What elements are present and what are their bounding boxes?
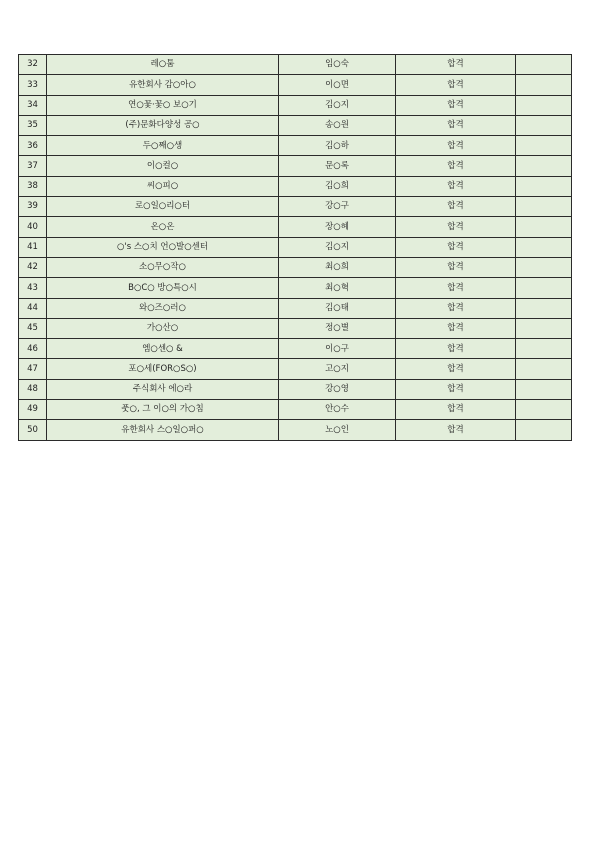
person-name-cell: 노○인 bbox=[279, 420, 396, 440]
note-cell bbox=[516, 237, 572, 257]
result-cell: 합격 bbox=[396, 318, 516, 338]
row-number-cell: 40 bbox=[19, 217, 47, 237]
table-row bbox=[19, 55, 572, 75]
company-name-cell: 유한회사 스○일○퍼○ bbox=[47, 420, 279, 440]
row-number-cell: 38 bbox=[19, 176, 47, 196]
note-cell bbox=[516, 298, 572, 318]
table-row bbox=[19, 176, 572, 196]
row-number-cell: 39 bbox=[19, 197, 47, 217]
row-number-cell: 32 bbox=[19, 55, 47, 75]
note-cell bbox=[516, 217, 572, 237]
results-table bbox=[18, 54, 572, 441]
note-cell bbox=[516, 136, 572, 156]
note-cell bbox=[516, 75, 572, 95]
person-name-cell: 고○지 bbox=[279, 359, 396, 379]
table-row bbox=[19, 257, 572, 277]
table-row bbox=[19, 379, 572, 399]
person-name-cell: 강○영 bbox=[279, 379, 396, 399]
result-cell: 합격 bbox=[396, 298, 516, 318]
company-name-cell: 로○일○리○터 bbox=[47, 197, 279, 217]
table-row bbox=[19, 237, 572, 257]
company-name-cell: 가○산○ bbox=[47, 318, 279, 338]
table-row bbox=[19, 339, 572, 359]
note-cell bbox=[516, 400, 572, 420]
note-cell bbox=[516, 156, 572, 176]
row-number-cell: 44 bbox=[19, 298, 47, 318]
row-number-cell: 41 bbox=[19, 237, 47, 257]
person-name-cell: 안○수 bbox=[279, 400, 396, 420]
person-name-cell: 김○지 bbox=[279, 95, 396, 115]
company-name-cell: B○C○ 방○특○시 bbox=[47, 278, 279, 298]
company-name-cell: 이○컬○ bbox=[47, 156, 279, 176]
company-name-cell: 연○꽃·꽃○ 보○기 bbox=[47, 95, 279, 115]
result-cell: 합격 bbox=[396, 379, 516, 399]
row-number-cell: 47 bbox=[19, 359, 47, 379]
row-number-cell: 37 bbox=[19, 156, 47, 176]
company-name-cell: 소○무○작○ bbox=[47, 257, 279, 277]
note-cell bbox=[516, 318, 572, 338]
person-name-cell: 문○록 bbox=[279, 156, 396, 176]
company-name-cell: 엠○센○ & bbox=[47, 339, 279, 359]
company-name-cell: 주식회사 에○라 bbox=[47, 379, 279, 399]
row-number-cell: 43 bbox=[19, 278, 47, 298]
result-cell: 합격 bbox=[396, 278, 516, 298]
result-cell: 합격 bbox=[396, 176, 516, 196]
result-cell: 합격 bbox=[396, 217, 516, 237]
person-name-cell: 송○원 bbox=[279, 115, 396, 135]
result-cell: 합격 bbox=[396, 359, 516, 379]
row-number-cell: 49 bbox=[19, 400, 47, 420]
person-name-cell: 김○태 bbox=[279, 298, 396, 318]
row-number-cell: 46 bbox=[19, 339, 47, 359]
company-name-cell: 두○째○생 bbox=[47, 136, 279, 156]
person-name-cell: 임○숙 bbox=[279, 55, 396, 75]
note-cell bbox=[516, 115, 572, 135]
table-row bbox=[19, 75, 572, 95]
result-cell: 합격 bbox=[396, 115, 516, 135]
result-cell: 합격 bbox=[396, 75, 516, 95]
table-row bbox=[19, 400, 572, 420]
row-number-cell: 36 bbox=[19, 136, 47, 156]
row-number-cell: 42 bbox=[19, 257, 47, 277]
company-name-cell: 와○즈○러○ bbox=[47, 298, 279, 318]
result-cell: 합격 bbox=[396, 95, 516, 115]
person-name-cell: 김○희 bbox=[279, 176, 396, 196]
row-number-cell: 35 bbox=[19, 115, 47, 135]
company-name-cell: 레○툼 bbox=[47, 55, 279, 75]
result-cell: 합격 bbox=[396, 400, 516, 420]
result-cell: 합격 bbox=[396, 136, 516, 156]
person-name-cell: 최○희 bbox=[279, 257, 396, 277]
row-number-cell: 45 bbox=[19, 318, 47, 338]
row-number-cell: 48 bbox=[19, 379, 47, 399]
note-cell bbox=[516, 339, 572, 359]
note-cell bbox=[516, 55, 572, 75]
note-cell bbox=[516, 95, 572, 115]
table-row bbox=[19, 359, 572, 379]
result-cell: 합격 bbox=[396, 156, 516, 176]
person-name-cell: 정○별 bbox=[279, 318, 396, 338]
note-cell bbox=[516, 379, 572, 399]
result-cell: 합격 bbox=[396, 197, 516, 217]
person-name-cell: 장○혜 bbox=[279, 217, 396, 237]
row-number-cell: 34 bbox=[19, 95, 47, 115]
company-name-cell: 온○온 bbox=[47, 217, 279, 237]
person-name-cell: 강○구 bbox=[279, 197, 396, 217]
note-cell bbox=[516, 278, 572, 298]
row-number-cell: 33 bbox=[19, 75, 47, 95]
result-cell: 합격 bbox=[396, 420, 516, 440]
person-name-cell: 이○구 bbox=[279, 339, 396, 359]
table-row bbox=[19, 420, 572, 440]
results-table-body bbox=[19, 55, 572, 441]
result-cell: 합격 bbox=[396, 237, 516, 257]
result-cell: 합격 bbox=[396, 257, 516, 277]
table-row bbox=[19, 278, 572, 298]
table-row bbox=[19, 217, 572, 237]
result-cell: 합격 bbox=[396, 55, 516, 75]
person-name-cell: 최○혁 bbox=[279, 278, 396, 298]
table-row bbox=[19, 156, 572, 176]
result-cell: 합격 bbox=[396, 339, 516, 359]
person-name-cell: 김○지 bbox=[279, 237, 396, 257]
table-row bbox=[19, 115, 572, 135]
table-row bbox=[19, 197, 572, 217]
company-name-cell: ○'s 스○치 언○발○센터 bbox=[47, 237, 279, 257]
note-cell bbox=[516, 257, 572, 277]
table-row bbox=[19, 298, 572, 318]
note-cell bbox=[516, 197, 572, 217]
note-cell bbox=[516, 420, 572, 440]
company-name-cell: 풋○, 그 이○의 가○침 bbox=[47, 400, 279, 420]
company-name-cell: (주)문화다양성 공○ bbox=[47, 115, 279, 135]
note-cell bbox=[516, 359, 572, 379]
table-row bbox=[19, 95, 572, 115]
row-number-cell: 50 bbox=[19, 420, 47, 440]
company-name-cell: 유한회사 감○아○ bbox=[47, 75, 279, 95]
company-name-cell: 포○세(FOR○S○) bbox=[47, 359, 279, 379]
table-row bbox=[19, 136, 572, 156]
person-name-cell: 김○하 bbox=[279, 136, 396, 156]
table-row bbox=[19, 318, 572, 338]
note-cell bbox=[516, 176, 572, 196]
company-name-cell: 씨○피○ bbox=[47, 176, 279, 196]
person-name-cell: 이○면 bbox=[279, 75, 396, 95]
